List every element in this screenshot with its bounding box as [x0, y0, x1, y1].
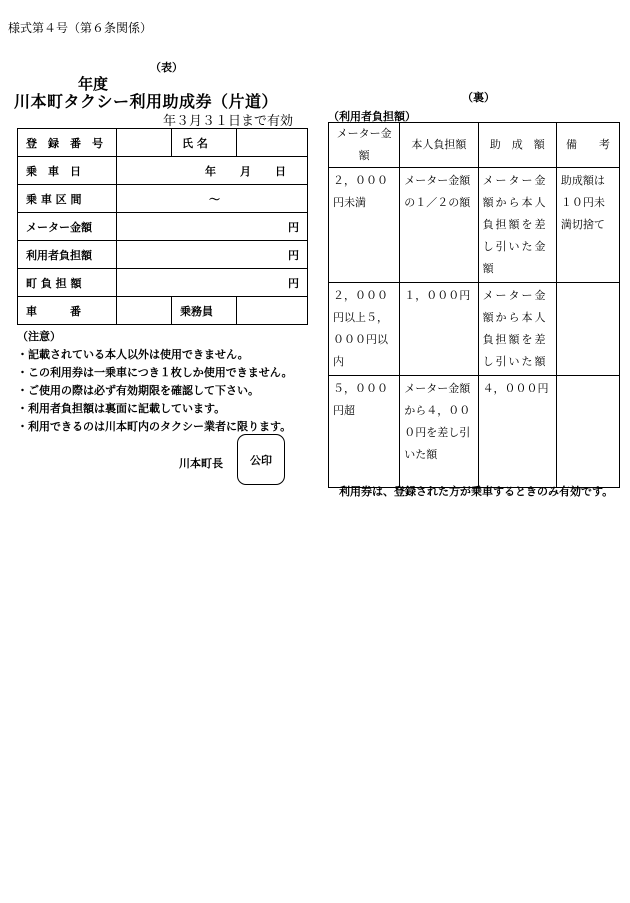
yen-unit: 円	[288, 220, 299, 234]
notes-list	[17, 346, 292, 436]
table-cell	[556, 376, 619, 488]
seal-text: 公印	[250, 453, 272, 467]
mayor-label: 川本町長	[179, 457, 223, 470]
charge-table	[328, 122, 620, 488]
table-row	[18, 297, 308, 325]
town-charge-label: 町 負 担 額	[18, 269, 117, 297]
driver-label: 乗務員	[172, 297, 237, 325]
table-cell: メーター金額から本人負担額を差し引いた額	[478, 283, 556, 376]
car-number-label: 車 番	[18, 297, 117, 325]
boarding-date-label: 乗 車 日	[18, 157, 117, 185]
date-day-label: 日	[275, 164, 286, 178]
table-cell: メーター金額の１／２の額	[400, 168, 478, 283]
table-row	[329, 283, 620, 376]
user-charge-field[interactable]	[117, 241, 308, 269]
ticket-form-table	[17, 128, 308, 325]
date-month-label: 月	[240, 164, 251, 178]
meter-amount-field[interactable]	[117, 213, 308, 241]
table-header-row	[329, 123, 620, 168]
table-row	[18, 213, 308, 241]
form-number: 様式第４号（第６条関係）	[8, 21, 153, 35]
name-field[interactable]	[237, 129, 308, 157]
table-cell: ４，０００円	[478, 376, 556, 488]
table-cell: ５，０００円超	[329, 376, 400, 488]
list-item: ・利用者負担額は裏面に記載しています。	[17, 402, 226, 415]
back-side-label: （裏）	[462, 91, 495, 104]
section-field[interactable]	[117, 185, 308, 213]
list-item: ・この利用券は一乗車につき１枚しか使用できません。	[17, 366, 293, 379]
table-cell: メーター金額から４，０００円を差し引いた額	[400, 376, 478, 488]
table-cell: １，０００円	[400, 283, 478, 376]
registration-number-label: 登 録 番 号	[18, 129, 117, 157]
table-row	[18, 129, 308, 157]
header-subsidy: 助 成 額	[478, 123, 556, 168]
table-row	[18, 157, 308, 185]
validity-note: 利用券は、登録された方が乗車するときのみ有効です。	[339, 485, 614, 498]
fiscal-year-label: 年度	[78, 75, 109, 93]
boarding-date-field[interactable]	[117, 157, 308, 185]
table-cell: ２，０００円以上５，０００円以内	[329, 283, 400, 376]
user-charge-subtitle: （利用者負担額）	[328, 110, 416, 123]
yen-unit: 円	[288, 276, 299, 290]
meter-amount-label: メーター金額	[18, 213, 117, 241]
front-side-label: （表）	[150, 61, 183, 74]
table-cell: ２，０００円未満	[329, 168, 400, 283]
header-user-charge: 本人負担額	[400, 123, 478, 168]
list-item: ・記載されている本人以外は使用できません。	[17, 348, 249, 361]
header-meter: メーター金額	[329, 123, 400, 168]
section-separator: ～	[209, 192, 220, 206]
section-label: 乗 車 区 間	[18, 185, 117, 213]
list-item: ・ご使用の際は必ず有効期限を確認して下さい。	[17, 384, 259, 397]
table-row	[329, 376, 620, 488]
car-number-field[interactable]	[117, 297, 172, 325]
user-charge-label: 利用者負担額	[18, 241, 117, 269]
driver-field[interactable]	[237, 297, 308, 325]
town-charge-field[interactable]	[117, 269, 308, 297]
date-year-label: 年	[205, 164, 216, 178]
notes-title: （注意）	[17, 330, 61, 343]
registration-number-field[interactable]	[117, 129, 172, 157]
list-item: ・利用できるのは川本町内のタクシー業者に限ります。	[17, 420, 292, 433]
official-seal	[237, 434, 285, 485]
ticket-title: 川本町タクシー利用助成券（片道）	[14, 92, 279, 111]
header-remarks: 備 考	[556, 123, 619, 168]
table-row	[18, 185, 308, 213]
validity-text: 年３月３１日まで有効	[163, 114, 294, 129]
name-label: 氏 名	[172, 129, 237, 157]
table-cell	[556, 283, 619, 376]
table-row	[18, 269, 308, 297]
table-row	[329, 168, 620, 283]
table-cell: メーター金額から本人負担額を差し引いた金額	[478, 168, 556, 283]
table-cell: 助成額は１０円未満切捨て	[556, 168, 619, 283]
yen-unit: 円	[288, 248, 299, 262]
table-row	[18, 241, 308, 269]
